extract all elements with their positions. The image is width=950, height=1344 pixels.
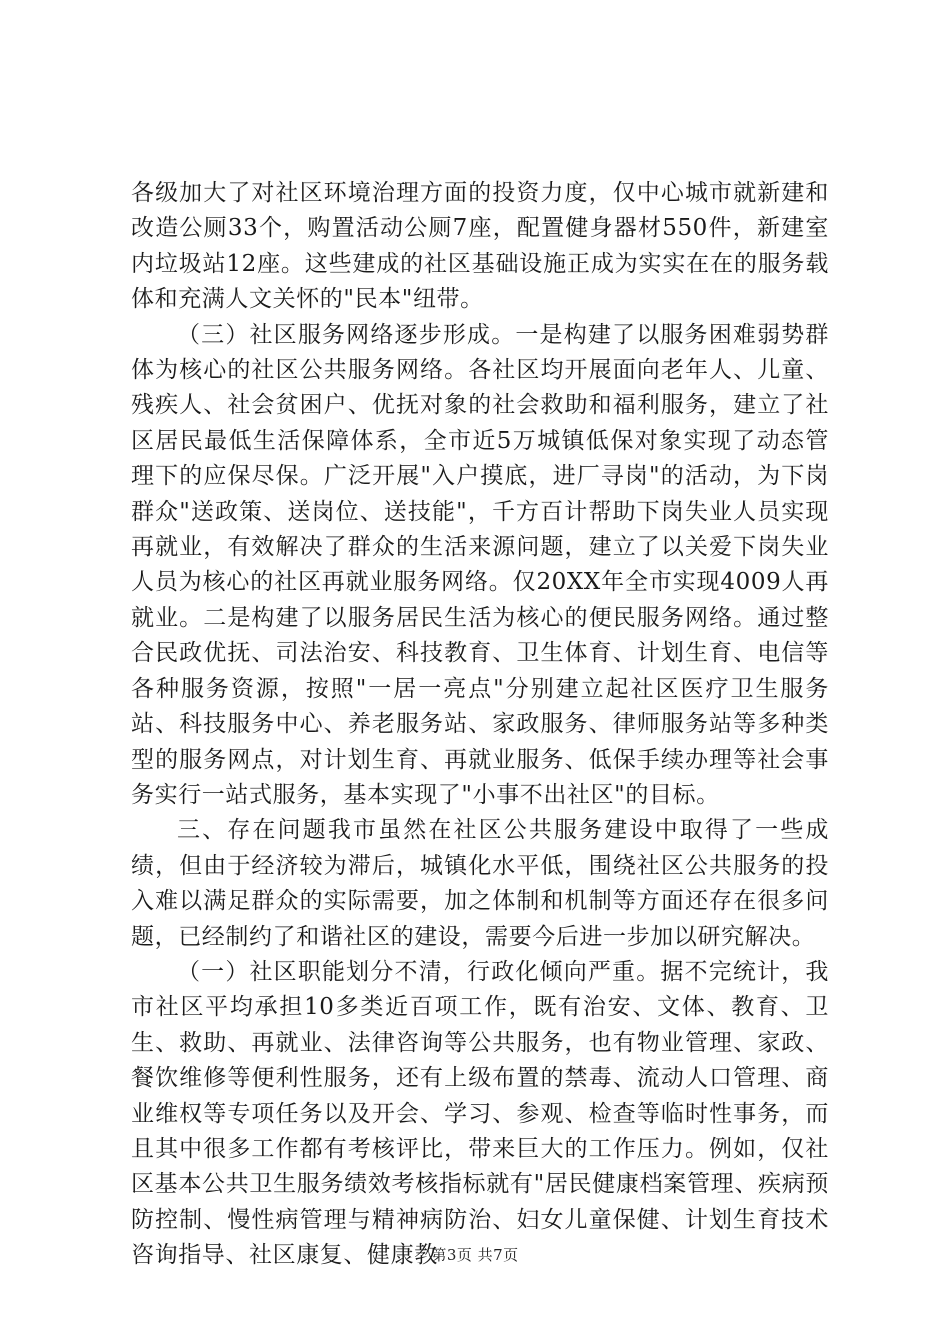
document-body [131, 176, 829, 1274]
paragraph-service-network: （三）社区服务网络逐步形成。一是构建了以服务困难弱势群体为核心的社区公共服务网络。各社区均开展面向老年人、儿童、残疾人、社会贫困户、优抚对象的社会救助和福利服务，建立了社区居民最低生活保障体系，全市近5万城镇低保对象实现了动态管理下的应保尽保。广泛开展"入户摸底，进厂寻岗"的活动，为下岗群众"送政策、送岗位、送技能"，千方百计帮助下岗失业人员实现再就业，有效解决了群众的生活来源问题，建立了以关爱下岗失业人员为核心的社区再就业服务网络。仅20XX年全市实现4009人再就业。二是构建了以服务居民生活为核心的便民服务网络。通过整合民政优抚、司法治安、科技教育、卫生体育、计划生育、电信等各种服务资源，按照"一居一亮点"分别建立起社区医疗卫生服务站、科技服务中心、养老服务站、家政服务、律师服务站等多种类型的服务网点，对计划生育、再就业服务、低保手续办理等社会事务实行一站式服务，基本实现了"小事不出社区"的目标。 [131, 321, 829, 808]
page-number-footer: 第3页 共7页 [431, 1246, 519, 1264]
paragraph-unclear-functions: （一）社区职能划分不清，行政化倾向严重。据不完统计，我市社区平均承担10多类近百项工作，既有治安、文体、教育、卫生、救助、再就业、法律咨询等公共服务，也有物业管理、家政、餐饮维修等便利性服务，还有上级布置的禁毒、流动人口管理、商业维权等专项任务以及开会、学习、参观、检查等临时性事务，而且其中很多工作都有考核评比，带来巨大的工作压力。例如，仅社区基本公共卫生服务绩效考核指标就有"居民健康档案管理、疾病预防控制、慢性病管理与精神病防治、妇女儿童保健、计划生育技术咨询指导、社区康复、健康教 [131, 958, 829, 1269]
paragraph-existing-problems: 三、存在问题我市虽然在社区公共服务建设中取得了一些成绩，但由于经济较为滞后，城镇化水平低，围绕社区公共服务的投入难以满足群众的实际需要，加之体制和机制等方面还存在很多问题，已经制约了和谐社区的建设，需要今后进一步加以研究解决。 [131, 817, 829, 950]
paragraph-continuation: 各级加大了对社区环境治理方面的投资力度，仅中心城市就新建和改造公厕33个，购置活动公厕7座，配置健身器材550件，新建室内垃圾站12座。这些建成的社区基础设施正成为实实在在的服务载体和充满人文关怀的"民本"纽带。 [131, 180, 829, 313]
